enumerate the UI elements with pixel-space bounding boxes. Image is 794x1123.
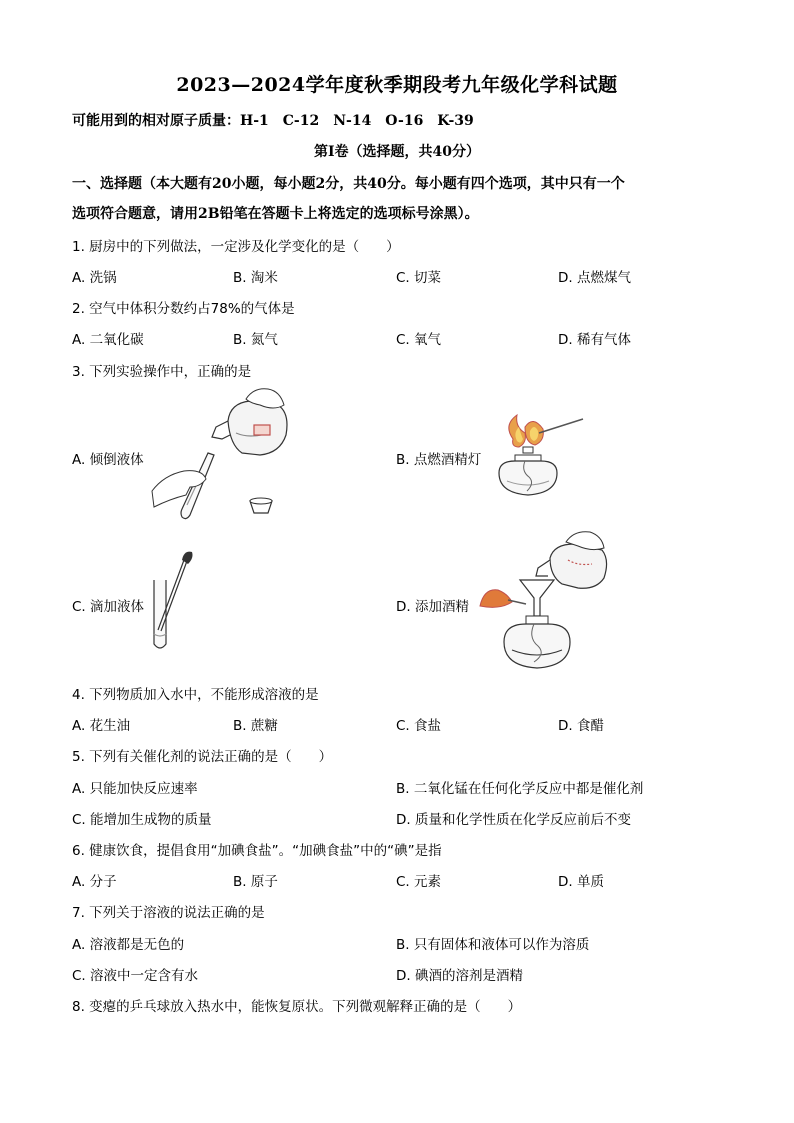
q1-option-c[interactable]: C. 切菜 xyxy=(396,270,442,286)
q2-option-a[interactable]: A. 二氧化碳 xyxy=(72,332,144,348)
q2-option-d[interactable]: D. 稀有气体 xyxy=(558,332,631,348)
q7-option-b[interactable]: B. 只有固体和液体可以作为溶质 xyxy=(396,937,590,953)
q5-option-c[interactable]: C. 能增加生成物的质量 xyxy=(72,812,212,828)
question-1-stem: 1. 厨房中的下列做法，一定涉及化学变化的是（ ） xyxy=(72,239,400,255)
q2-option-c[interactable]: C. 氧气 xyxy=(396,332,442,348)
part-header: 第Ⅰ卷（选择题，共40分） xyxy=(313,144,481,160)
q6-option-a[interactable]: A. 分子 xyxy=(72,874,117,890)
pouring-liquid-icon xyxy=(150,383,295,525)
q1-option-a[interactable]: A. 洗锅 xyxy=(72,270,117,286)
page-title: 2023—2024学年度秋季期段考九年级化学科试题 xyxy=(176,74,618,96)
atomic-masses: 可能用到的相对原子质量：H-1 C-12 N-14 O-16 K-39 xyxy=(72,113,474,129)
q6-option-c[interactable]: C. 元素 xyxy=(396,874,442,890)
section-instructions-line2: 选项符合题意，请用2B铅笔在答题卡上将选定的选项标号涂黑）。 xyxy=(72,206,479,222)
question-3-stem: 3. 下列实验操作中，正确的是 xyxy=(72,364,252,380)
q4-option-b[interactable]: B. 蔗糖 xyxy=(233,718,278,734)
question-8-stem: 8. 变瘪的乒乓球放入热水中，能恢复原状。下列微观解释正确的是（ ） xyxy=(72,999,522,1015)
section-instructions-line1: 一、选择题（本大题有20小题，每小题2分，共40分。每小题有四个选项，其中只有一个 xyxy=(72,176,625,192)
question-4-stem: 4. 下列物质加入水中，不能形成溶液的是 xyxy=(72,687,319,703)
dropper-test-tube-icon xyxy=(148,548,196,652)
alcohol-lamp-lighting-icon xyxy=(485,413,585,501)
q6-option-b[interactable]: B. 原子 xyxy=(233,874,278,890)
question-5-stem: 5. 下列有关催化剂的说法正确的是（ ） xyxy=(72,749,333,765)
q1-option-b[interactable]: B. 淘米 xyxy=(233,270,278,286)
q3-option-d[interactable]: D. 添加酒精 xyxy=(396,599,469,615)
q2-option-b[interactable]: B. 氮气 xyxy=(233,332,278,348)
q5-option-d[interactable]: D. 质量和化学性质在化学反应前后不变 xyxy=(396,812,631,828)
q3-option-c[interactable]: C. 滴加液体 xyxy=(72,599,145,615)
q6-option-d[interactable]: D. 单质 xyxy=(558,874,604,890)
adding-alcohol-icon xyxy=(478,530,608,670)
q3-option-a[interactable]: A. 倾倒液体 xyxy=(72,452,144,468)
q7-option-c[interactable]: C. 溶液中一定含有水 xyxy=(72,968,199,984)
q7-option-a[interactable]: A. 溶液都是无色的 xyxy=(72,937,185,953)
q5-option-a[interactable]: A. 只能加快反应速率 xyxy=(72,781,198,797)
q3-option-b[interactable]: B. 点燃酒精灯 xyxy=(396,452,482,468)
question-6-stem: 6. 健康饮食，提倡食用“加碘食盐”。“加碘食盐”中的“碘”是指 xyxy=(72,843,442,859)
question-7-stem: 7. 下列关于溶液的说法正确的是 xyxy=(72,905,265,921)
q4-option-d[interactable]: D. 食醋 xyxy=(558,718,604,734)
q7-option-d[interactable]: D. 碘酒的溶剂是酒精 xyxy=(396,968,523,984)
q1-option-d[interactable]: D. 点燃煤气 xyxy=(558,270,631,286)
question-2-stem: 2. 空气中体积分数约占78%的气体是 xyxy=(72,301,295,317)
q4-option-a[interactable]: A. 花生油 xyxy=(72,718,131,734)
q4-option-c[interactable]: C. 食盐 xyxy=(396,718,442,734)
q5-option-b[interactable]: B. 二氧化锰在任何化学反应中都是催化剂 xyxy=(396,781,644,797)
